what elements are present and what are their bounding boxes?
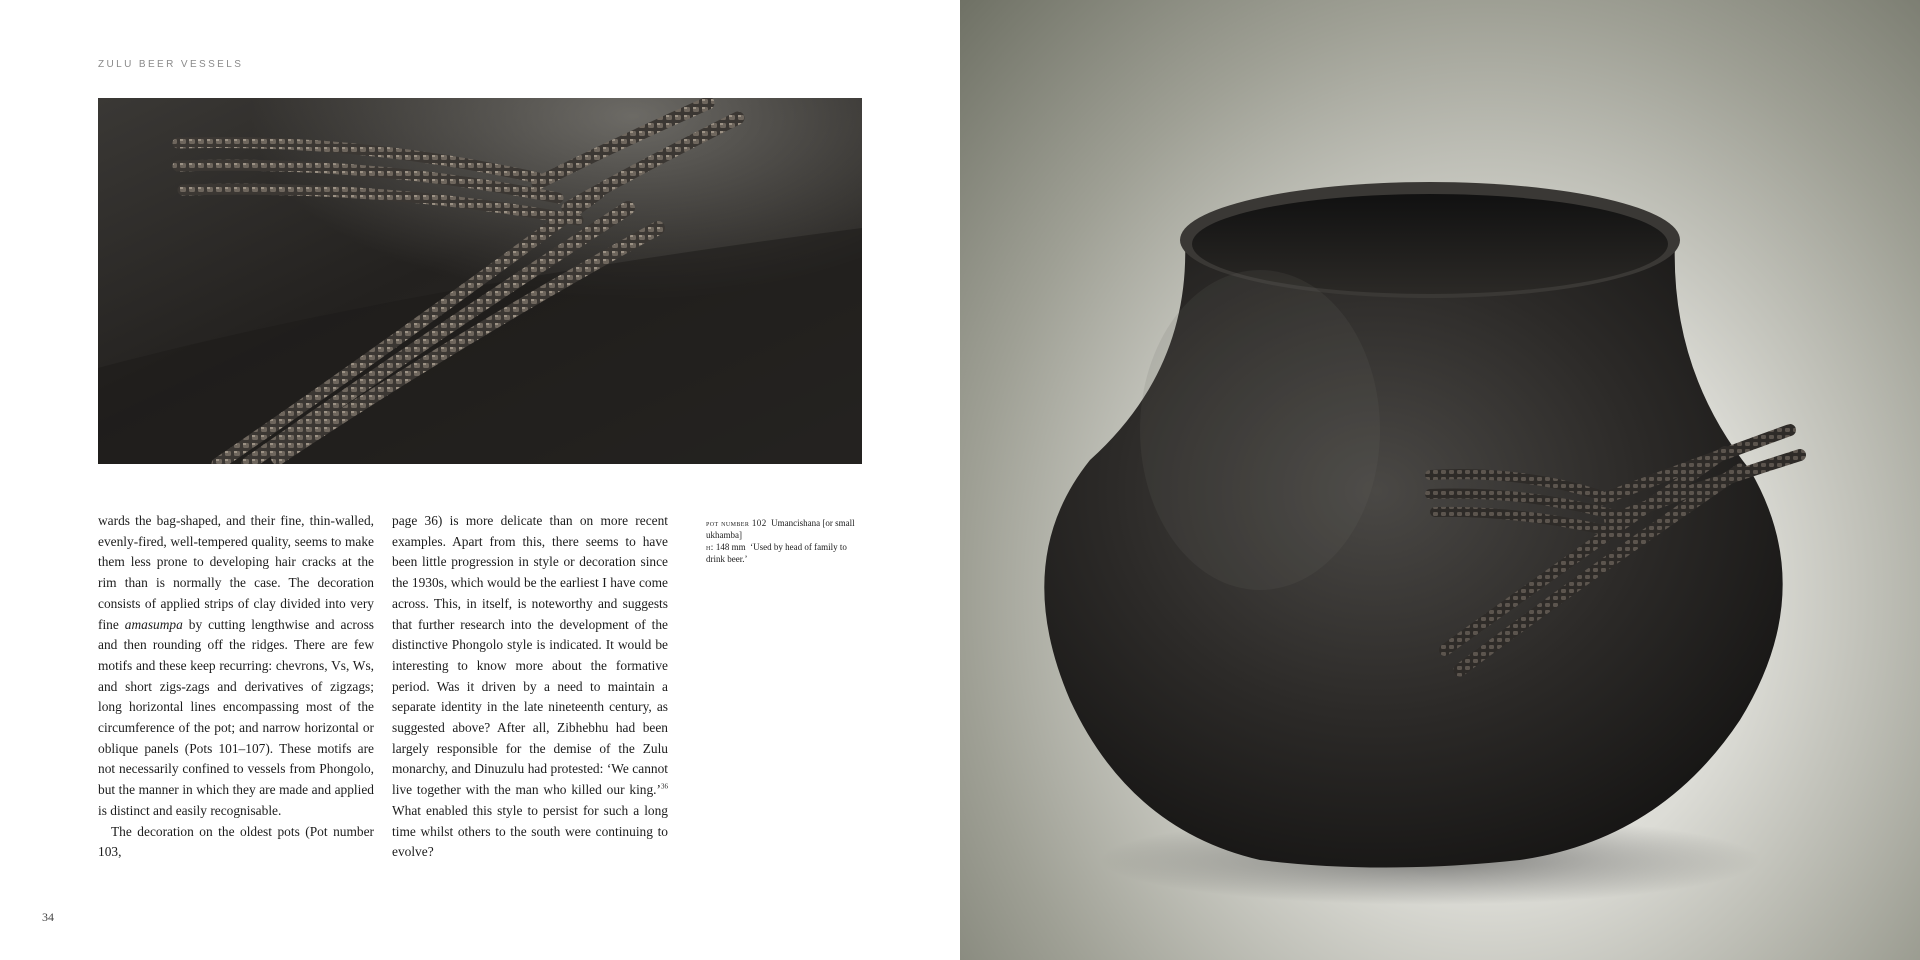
photo-caption [706,517,856,565]
body-text-column-2 [392,511,668,863]
body-text-column-1 [98,511,374,863]
footnote-ref[interactable]: 36 [661,782,668,791]
paragraph: page 36) is more delicate than on more recent examples. Apart from this, there seems to have been little progression in style or decoration since the 1930s, which would be the earliest I have come across. This, in itself, is noteworthy and suggests that further research into the development of the distinctive Phongolo style is indicated. It would be interesting to know more about the formative period. Was it driven by a need to maintain a separate identity in the late nineteenth century, as suggested above? After all, Zibhebhu had been largely responsible for the demise of the Zulu monarchy, and Dinuzulu had protested: ‘We cannot live together with the man who killed our king.’$^{36}$ What enabled this style to persist for such a long time whilst others to the south were continuing to evolve? [392,513,668,860]
caption-dims: 148 mm [715,542,746,552]
caption-note: ‘Used by head of family to drink beer.’ [706,542,847,564]
caption-dims-label: h: [706,542,714,552]
paragraph: The decoration on the oldest pots (Pot number 103, [98,823,374,860]
right-page [960,0,1920,960]
caption-title: Umancishana [or small ukhamba] [706,518,855,540]
running-head: ZULU BEER VESSELS [98,59,244,70]
page-number: 34 [42,910,54,924]
vessel-photo [960,0,1920,960]
paragraph: wards the bag-shaped, and their fine, thin-walled, evenly-fired, well-tempered quality, seems to make them less prone to developing hair cracks at the rim than is normally the case. The decoration consists of applied strips of clay divided into very fine amasumpa by cutting lengthwise and across and then rounding off the ridges. There are few motifs and these keep recurring: chevrons, Vs, Ws, and short zigs-zags and derivatives of zigzags; long horizontal lines encompassing most of the circumference of the pot; and narrow horizontal or oblique panels (Pots 101–107). These motifs are not necessarily confined to vessels from Phongolo, but the manner in which they are made and applied is distinct and easily recognisable. [98,513,374,818]
caption-label: pot number 102 [706,518,767,528]
detail-photo [98,98,862,464]
